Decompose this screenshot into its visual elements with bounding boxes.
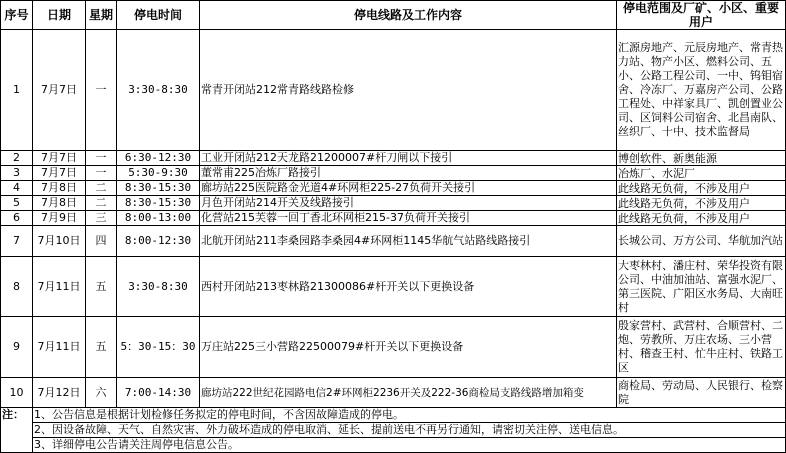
row-range: 长城公司、万方公司、华航加汽站: [617, 226, 786, 257]
table-row: [1, 30, 786, 151]
row-index: 8: [1, 257, 33, 317]
header-date: 日期: [33, 1, 86, 30]
note-item: 1、公告信息是根据计划检修任务拟定的停电时间，不含因故障造成的停电。: [33, 408, 786, 423]
row-date: 7月7日: [33, 30, 86, 151]
row-date: 7月11日: [33, 257, 86, 317]
row-index: 1: [1, 30, 33, 151]
row-line: 万庄站225三小营路22500079#杆开关以下更换设备: [200, 317, 617, 378]
row-line: 常青开闭站212常青路线路检修: [200, 30, 617, 151]
row-weekday: 六: [86, 378, 117, 408]
row-time: 8:00-13:00: [117, 211, 200, 226]
row-time: 8:00-12:30: [117, 226, 200, 257]
note-row: [1, 438, 786, 453]
note-item: 3、详细停电公告请关注周停电信息公告。: [33, 438, 786, 453]
row-time: 7:00-14:30: [117, 378, 200, 408]
table-row: [1, 378, 786, 408]
table-row: [1, 211, 786, 226]
row-range: 此线路无负荷，不涉及用户: [617, 211, 786, 226]
row-range: 博创软件、新奥能源: [617, 151, 786, 166]
note-item: 2、因设备故障、天气、自然灾害、外力破坏造成的停电取消、延长、提前送电不再另行通知，请密切关注停、送电信息。: [33, 423, 786, 438]
header-index: 序号: [1, 1, 33, 30]
row-range: 商检局、劳动局、人民银行、检察院: [617, 378, 786, 408]
row-range: 汇源房地产、元辰房地产、常青热力站、物产小区、燃料公司、五小、公路工程公司、一中、钨钼宿舍、冷冻厂、万嘉房产公司、公路工程处、中祥家具厂、凯创置业公司、区饲料公司宿舍、北昌南队、丝织厂、十中、技术监督局: [617, 30, 786, 151]
note-row: [1, 408, 786, 423]
row-line: 月色开闭站214开关及线路接引: [200, 196, 617, 211]
table-row: [1, 226, 786, 257]
row-range: 冶炼厂、水泥厂: [617, 166, 786, 181]
header-range: 停电范围及厂矿、小区、重要用户: [617, 1, 786, 30]
row-index: 7: [1, 226, 33, 257]
header-weekday: 星期: [86, 1, 117, 30]
row-date: 7月12日: [33, 378, 86, 408]
header-time: 停电时间: [117, 1, 200, 30]
row-time: 5:30-9:30: [117, 166, 200, 181]
table-row: [1, 196, 786, 211]
row-date: 7月9日: [33, 211, 86, 226]
table-row: [1, 317, 786, 378]
row-weekday: 二: [86, 196, 117, 211]
row-line: 北航开闭站211李桑园路李桑园4#环网柜1145华航气站路线路接引: [200, 226, 617, 257]
row-date: 7月8日: [33, 181, 86, 196]
row-line: 化营站215芙蓉一回丁香北环网柜215-37负荷开关接引: [200, 211, 617, 226]
row-weekday: 二: [86, 181, 117, 196]
row-date: 7月7日: [33, 151, 86, 166]
table-row: [1, 166, 786, 181]
row-index: 9: [1, 317, 33, 378]
row-range: 大枣林村、潘庄村、荣华投资有限公司、中油加油站、富强水泥厂、第三医院、广阳区水务局、大南旺村: [617, 257, 786, 317]
table-row: [1, 181, 786, 196]
row-time: 3:30-8:30: [117, 30, 200, 151]
row-time: 8:30-15:30: [117, 196, 200, 211]
header-row: [1, 1, 786, 30]
row-line: 廊坊站222世纪花园路电信2#环网柜2236开关及222-36商检局支路线路增加箱变: [200, 378, 617, 408]
row-weekday: 三: [86, 211, 117, 226]
row-weekday: 一: [86, 166, 117, 181]
row-time: 8:30-15:30: [117, 181, 200, 196]
row-time: 6:30-12:30: [117, 151, 200, 166]
row-date: 7月7日: [33, 166, 86, 181]
row-line: 董常甫225冶炼厂路接引: [200, 166, 617, 181]
row-range: 此线路无负荷，不涉及用户: [617, 196, 786, 211]
row-index: 4: [1, 181, 33, 196]
table-row: [1, 151, 786, 166]
row-index: 3: [1, 166, 33, 181]
row-weekday: 一: [86, 30, 117, 151]
row-weekday: 五: [86, 257, 117, 317]
row-index: 5: [1, 196, 33, 211]
row-index: 10: [1, 378, 33, 408]
table-row: [1, 257, 786, 317]
note-row: [1, 423, 786, 438]
row-weekday: 五: [86, 317, 117, 378]
header-line: 停电线路及工作内容: [200, 1, 617, 30]
row-date: 7月10日: [33, 226, 86, 257]
notes-label: 注：: [1, 408, 33, 453]
row-date: 7月8日: [33, 196, 86, 211]
row-line: 工业开闭站212天龙路21200007#杆刀闸以下接引: [200, 151, 617, 166]
row-weekday: 四: [86, 226, 117, 257]
row-date: 7月11日: [33, 317, 86, 378]
row-weekday: 一: [86, 151, 117, 166]
row-range: 殷家营村、武营村、合顺营村、二炮、劳教所、万庄农场、三小营村、稽查王村、忙牛庄村、铁路工区: [617, 317, 786, 378]
row-line: 廊坊站225医院路金光道4#环网柜225-27负荷开关接引: [200, 181, 617, 196]
row-line: 西村开闭站213枣林路21300086#杆开关以下更换设备: [200, 257, 617, 317]
row-time: 5：30-15：30: [117, 317, 200, 378]
row-index: 2: [1, 151, 33, 166]
row-range: 此线路无负荷，不涉及用户: [617, 181, 786, 196]
row-index: 6: [1, 211, 33, 226]
row-time: 3:30-8:30: [117, 257, 200, 317]
